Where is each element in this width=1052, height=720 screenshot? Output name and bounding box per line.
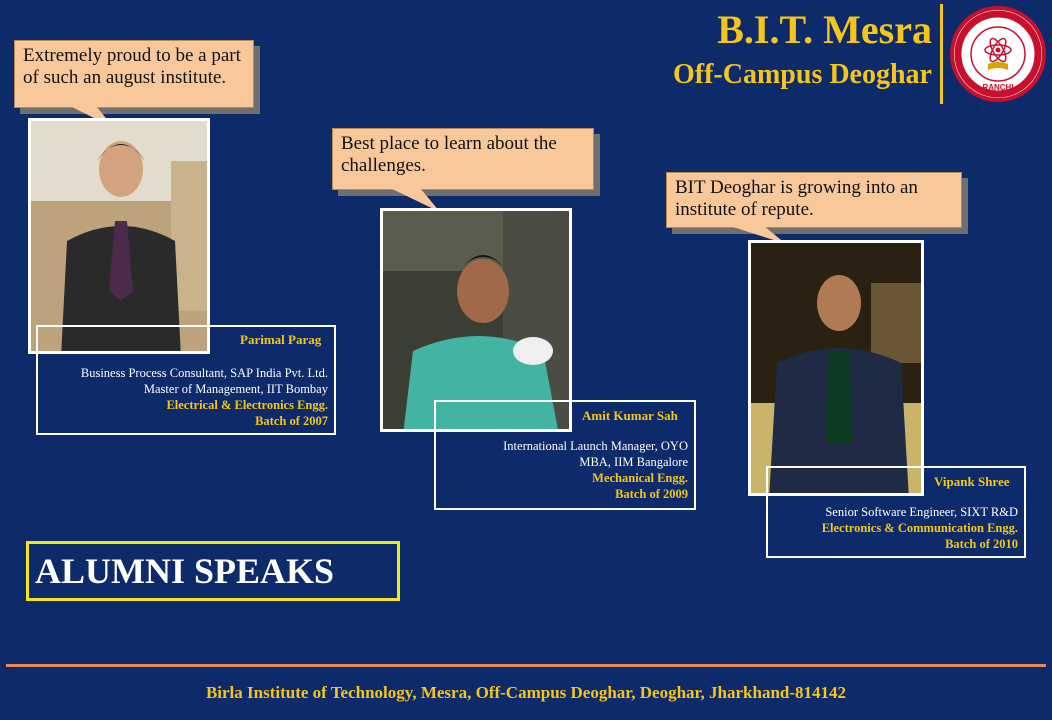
header-title-block <box>673 8 932 92</box>
footer-divider <box>6 664 1046 667</box>
alumni-photo-2 <box>380 208 572 432</box>
bit-mesra-emblem-icon <box>950 6 1046 102</box>
caption-line: Senior Software Engineer, SIXT R&D <box>825 505 1018 519</box>
caption-line: MBA, IIM Bangalore <box>579 455 688 469</box>
caption-batch: Batch of 2007 <box>255 414 328 428</box>
header-divider <box>940 4 943 104</box>
caption-branch: Electronics & Communication Engg. <box>821 521 1018 535</box>
page-subtitle: Off-Campus Deoghar <box>673 59 932 90</box>
alumni-photo-3 <box>748 240 924 496</box>
alumni-name-2: Amit Kumar Sah <box>582 408 678 423</box>
caption-batch: Batch of 2010 <box>945 537 1018 551</box>
caption-branch: Electrical & Electronics Engg. <box>166 398 328 412</box>
alumni-name-1: Parimal Parag <box>240 332 322 347</box>
caption-branch: Mechanical Engg. <box>592 471 688 485</box>
logo-caption: RANCHI <box>982 83 1014 92</box>
page-title: B.I.T. Mesra <box>717 7 932 52</box>
quote-bubble-3 <box>666 172 962 228</box>
alumni-photo-1 <box>28 118 210 354</box>
footer-address: Birla Institute of Technology, Mesra, Off-Campus Deoghar, Deoghar, Jharkhand-814142 <box>205 683 847 702</box>
quote-bubble-1 <box>14 40 254 108</box>
quote-text-2: Best place to learn about the challenges. <box>341 133 557 176</box>
quote-bubble-2 <box>332 128 594 190</box>
caption-line: International Launch Manager, OYO <box>503 439 688 453</box>
alumni-speaks-banner: ALUMNI SPEAKS <box>26 541 400 601</box>
quote-text-3: BIT Deoghar is growing into an institute of repute. <box>675 177 918 220</box>
alumni-caption-2 <box>434 400 696 510</box>
caption-line: Business Process Consultant, SAP India Pvt. Ltd. <box>80 366 328 380</box>
alumni-caption-1 <box>36 325 336 435</box>
caption-batch: Batch of 2009 <box>615 487 688 501</box>
alumni-name-3: Vipank Shree <box>934 474 1010 489</box>
caption-line: Master of Management, IIT Bombay <box>143 382 328 396</box>
quote-text-1: Extremely proud to be a part of such an august institute. <box>23 45 241 88</box>
alumni-caption-3 <box>766 466 1026 558</box>
